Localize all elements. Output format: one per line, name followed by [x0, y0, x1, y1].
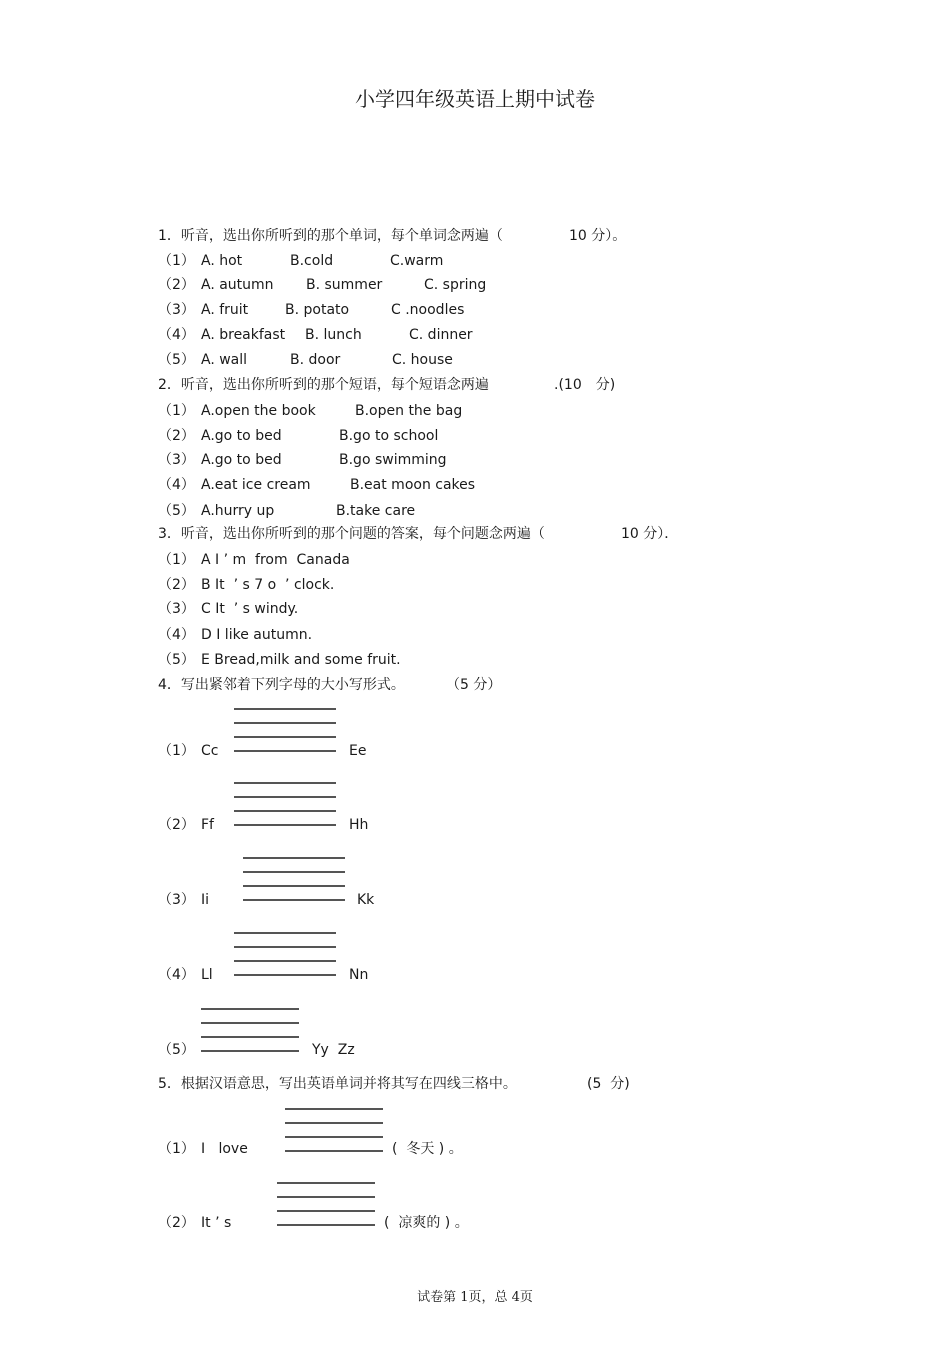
q2-item-num: （5） [158, 503, 195, 519]
q3-item-num: （4） [158, 627, 195, 643]
q2-item-num: （1） [158, 403, 195, 419]
q1-option-a: A. hot [201, 253, 243, 269]
q4-letter-after: Hh [349, 817, 369, 833]
q5-item-num: （2） [158, 1215, 195, 1231]
page-footer: 试卷第 1页，总 4页 [417, 1290, 533, 1305]
q3-answer: A I ’ m from Canada [201, 552, 350, 568]
q2-item-num: （2） [158, 428, 195, 444]
q1-item-num: （4） [158, 327, 195, 343]
q4-letter-before: Ff [201, 817, 214, 833]
q3-answer: C It ’ s windy. [201, 601, 299, 617]
q3-item-num: （1） [158, 552, 195, 568]
q2-option-a: A.hurry up [201, 503, 275, 519]
q2-option-a: A.go to bed [201, 428, 282, 444]
q5-sentence-start: It ’ s [201, 1215, 232, 1231]
q1-option-c: C. house [392, 352, 453, 368]
writing-lines[interactable] [285, 1108, 383, 1152]
q1-option-b: B. lunch [305, 327, 362, 343]
q2-option-b: B.go to school [339, 428, 439, 444]
q1-option-a: A. wall [201, 352, 248, 368]
q5-score: (5 分) [587, 1076, 630, 1092]
q1-item-num: （1） [158, 253, 195, 269]
q4-score: （5 分） [446, 677, 502, 693]
q3-answer: B It ’ s 7 o ’ clock. [201, 577, 335, 593]
q3-answer: E Bread,milk and some fruit. [201, 652, 401, 668]
q2-score: .(10 分) [554, 377, 616, 393]
q5-item-num: （1） [158, 1141, 195, 1157]
writing-lines[interactable] [234, 708, 336, 752]
q5-stem: 5．根据汉语意思，写出英语单词并将其写在四线三格中。 [158, 1076, 517, 1092]
q1-option-b: B. potato [285, 302, 350, 318]
q2-stem: 2．听音，选出你所听到的那个短语，每个短语念两遍 [158, 377, 489, 393]
q4-letter-before: Cc [201, 743, 219, 759]
q4-letter-before: Ii [201, 892, 210, 908]
q1-item-num: （5） [158, 352, 195, 368]
writing-lines[interactable] [277, 1182, 375, 1226]
q4-item-num: （5） [158, 1042, 195, 1058]
q4-item-num: （2） [158, 817, 195, 833]
q5-chinese-hint: ( 冬天 ) 。 [392, 1141, 463, 1157]
q1-option-b: B. summer [306, 277, 383, 293]
q2-option-b: B.take care [336, 503, 416, 519]
q5-chinese-hint: ( 凉爽的 ) 。 [384, 1215, 469, 1231]
q1-option-c: C. spring [424, 277, 487, 293]
q1-item-num: （2） [158, 277, 195, 293]
q3-item-num: （5） [158, 652, 195, 668]
q3-score: 10 分）． [621, 526, 679, 542]
q5-sentence-start: I love [201, 1141, 248, 1157]
q1-score: 10 分）。 [569, 228, 627, 244]
q4-letter-after: Ee [349, 743, 367, 759]
q4-letter-before: Ll [201, 967, 213, 983]
q2-item-num: （3） [158, 452, 195, 468]
page-title: 小学四年级英语上期中试卷 [355, 87, 595, 111]
q2-option-b: B.go swimming [339, 452, 447, 468]
writing-lines[interactable] [201, 1008, 299, 1052]
q3-item-num: （2） [158, 577, 195, 593]
q4-item-num: （1） [158, 743, 195, 759]
q4-letter-after: Yy Zz [312, 1042, 355, 1058]
writing-lines[interactable] [234, 932, 336, 976]
q2-option-b: B.open the bag [355, 403, 463, 419]
q3-item-num: （3） [158, 601, 195, 617]
q4-item-num: （3） [158, 892, 195, 908]
q3-answer: D I like autumn. [201, 627, 313, 643]
q2-item-num: （4） [158, 477, 195, 493]
q2-option-b: B.eat moon cakes [350, 477, 476, 493]
q3-stem: 3．听音，选出你所听到的那个问题的答案，每个问题念两遍（ [158, 526, 545, 542]
q1-item-num: （3） [158, 302, 195, 318]
q4-item-num: （4） [158, 967, 195, 983]
writing-lines[interactable] [234, 782, 336, 826]
q2-option-a: A.eat ice cream [201, 477, 311, 493]
q1-option-a: A. breakfast [201, 327, 286, 343]
writing-lines[interactable] [243, 857, 345, 901]
q4-letter-after: Kk [357, 892, 375, 908]
q1-option-b: B.cold [290, 253, 334, 269]
q1-option-c: C .noodles [391, 302, 465, 318]
q1-option-a: A. autumn [201, 277, 274, 293]
q1-option-b: B. door [290, 352, 341, 368]
q4-letter-after: Nn [349, 967, 369, 983]
q2-option-a: A.open the book [201, 403, 316, 419]
q1-option-a: A. fruit [201, 302, 249, 318]
q2-option-a: A.go to bed [201, 452, 282, 468]
q1-option-c: C.warm [390, 253, 444, 269]
q1-option-c: C. dinner [409, 327, 473, 343]
q4-stem: 4．写出紧邻着下列字母的大小写形式。 [158, 677, 405, 693]
q1-stem: 1．听音，选出你所听到的那个单词，每个单词念两遍（ [158, 228, 503, 244]
